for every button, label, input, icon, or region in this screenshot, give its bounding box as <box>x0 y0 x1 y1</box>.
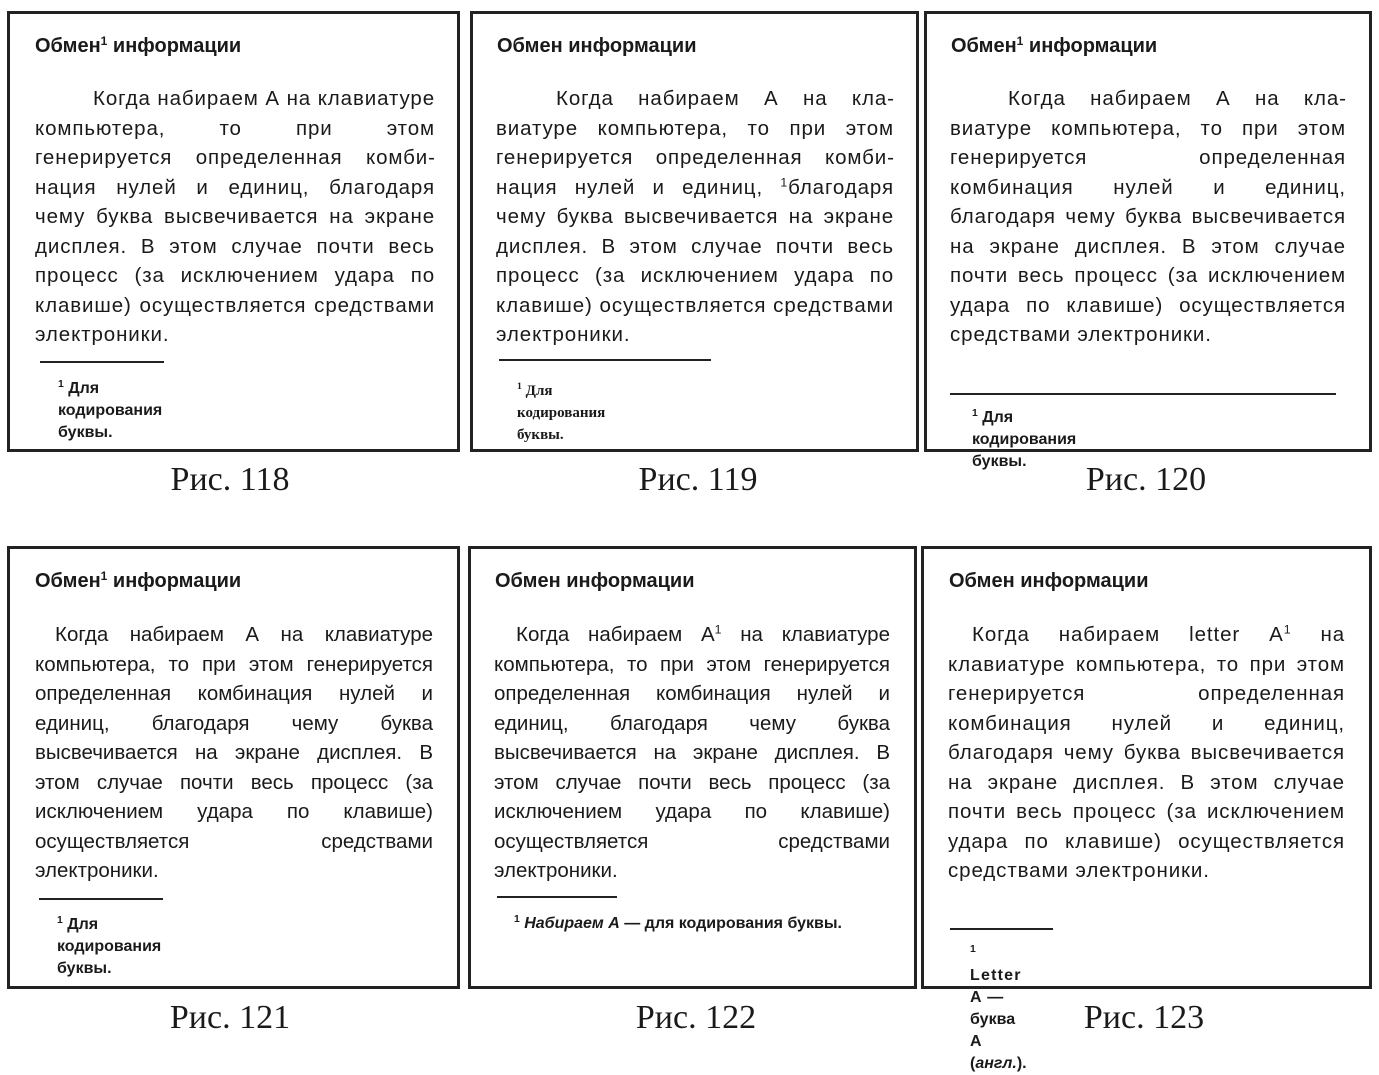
footnote-rule <box>950 928 1053 930</box>
figure-caption: Рис. 121 <box>169 999 291 1036</box>
figure-title: Обмен$^1$ информации <box>35 568 242 592</box>
footnote-rule <box>497 896 617 898</box>
figure-caption: Рис. 122 <box>635 999 757 1036</box>
figure-title: Обмен$^1$ информации <box>35 33 242 57</box>
figure-body-text: Когда набираем А на клавиатуре компьютера, то при этом генерируется определенная комбинация нулей и единиц, благодаря чему буква высвечивается на экране дисплея. В этом случае почти весь процесс (за исключением удара по клавише) осуществляется средствами электроники. <box>950 87 1346 346</box>
footnote: $^1$ Для кодирования буквы. <box>517 381 606 443</box>
footnote: $^1$ Letter A — буква А (англ.). <box>970 943 1027 1072</box>
footnote-rule <box>40 361 164 363</box>
footnote-rule <box>39 898 163 900</box>
figure-body-text: Когда набираем А на клавиатуре компьютера, то при этом генерируется определенная комбинация нулей и единиц, $^1$благодаря чему буква высвечивается на экране дисплея. В этом случае почти весь процесс (за исключением удара по клавише) осуществляется средствами электроники. <box>496 87 894 346</box>
figure-title: Обмен информации <box>949 570 1149 592</box>
footnote: $^1$ Для кодирования буквы. <box>58 378 163 441</box>
figure-caption: Рис. 120 <box>1085 461 1207 498</box>
figure-body-text: Когда набираем А на клавиатуре компьютера, то при этом генерируется определенная комбинация нулей и единиц, благодаря чему буква высвечивается на экране дисплея. В этом случае почти весь процесс (за исключением удара по клавише) осуществляется средствами электроники. <box>35 87 435 346</box>
figure-body-text: Когда набираем А на клавиатуре компьютера, то при этом генерируется определенная комбинация нулей и единиц, благодаря чему буква высвечивается на экране дисплея. В этом случае почти весь процесс (за исключением удара по клавише) осуществляется средствами электроники. <box>35 623 433 882</box>
figure-title: Обмен$^1$ информации <box>951 33 1158 57</box>
footnote: $^1$ Набираем А — для кодирования буквы. <box>514 913 842 932</box>
figure-caption: Рис. 123 <box>1083 999 1205 1036</box>
figure-title: Обмен информации <box>497 35 697 57</box>
figure-body-text: Когда набираем $А^1$ на клавиатуре компьютера, то при этом генерируется определенная комбинация нулей и единиц, благодаря чему буква высвечивается на экране дисплея. В этом случае почти весь процесс (за исключением удара по клавише) осуществляется средствами электроники. <box>494 622 890 882</box>
figure-caption: Рис. 119 <box>638 461 758 498</box>
footnote: $^1$ Для кодирования буквы. <box>972 407 1077 470</box>
footnote-rule <box>499 359 711 361</box>
footnote-rule <box>950 393 1336 395</box>
figure-caption: Рис. 118 <box>170 461 290 498</box>
figure-title: Обмен информации <box>495 570 695 592</box>
figure-body-text: Когда набираем letter $А^1$ на клавиатуре компьютера, то при этом генерируется определенная комбинация нулей и единиц, благодаря чему буква высвечивается на экране дисплея. В этом случае почти весь процесс (за исключением удара по клавише) осуществляется средствами электроники. <box>948 622 1345 882</box>
footnote: $^1$ Для кодирования буквы. <box>57 914 162 977</box>
